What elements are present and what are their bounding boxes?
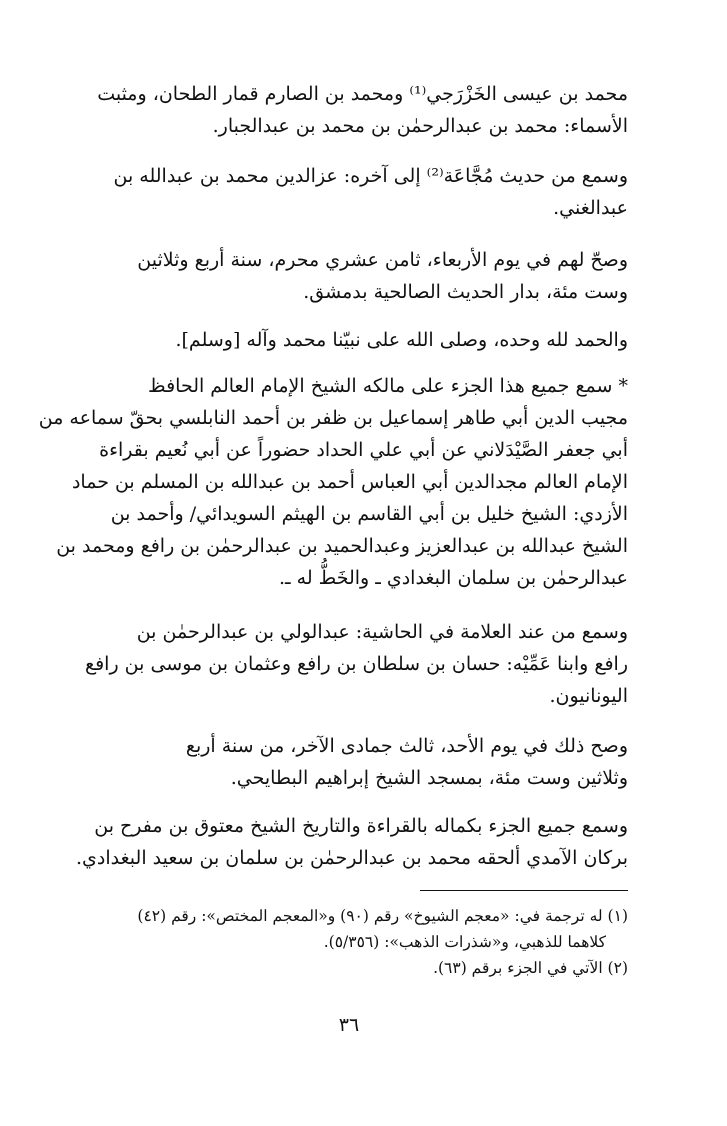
footnote-line: (٢) الآتي في الجزء برقم (٦٣).: [433, 959, 628, 977]
paragraph: [70, 324, 628, 356]
footnote-line: (١) له ترجمة في: «معجم الشيوخ» رقم (٩٠) و«المعجم المختص»: رقم (٤٢): [137, 907, 628, 925]
paragraph: [70, 78, 628, 142]
paragraph: [38, 370, 628, 594]
text-line: اليونانيون.: [549, 685, 628, 707]
text-line: بركان الآمدي ألحقه محمد بن عبدالرحمٰن بن سلمان بن سعيد البغدادي.: [76, 847, 628, 869]
paragraph: [70, 810, 628, 874]
paragraph: [70, 244, 628, 308]
text-line: وسمع جميع الجزء بكماله بالقراءة والتاريخ الشيخ معتوق بن مفرح بن: [94, 815, 628, 837]
text-line: الأسماء: محمد بن عبدالرحمٰن بن محمد بن عبدالجبار.: [212, 115, 628, 137]
text-line: وصحّ لهم في يوم الأربعاء، ثامن عشري محرم، سنة أربع وثلاثين: [137, 249, 628, 271]
text-line: الأزدي: الشيخ خليل بن أبي القاسم بن الهيثم السويدائي/ وأحمد بن: [110, 503, 628, 525]
text-line: أبي جعفر الصَّيْدَلاني عن أبي علي الحداد حضوراً عن أبي نُعيم بقراءة: [99, 439, 628, 461]
page-number: ٣٦: [338, 1014, 360, 1036]
book-page: [38, 78, 628, 1038]
text-line: الإمام العالم مجدالدين أبي العباس أحمد بن عبدالله بن المسلم بن حماد: [71, 471, 628, 493]
text-line: مجيب الدين أبي طاهر إسماعيل بن ظفر بن أحمد النابلسي بحقّ سماعه من: [38, 407, 628, 429]
text-line: رافع وابنا عَمِّيْه: حسان بن سلطان بن رافع وعثمان بن موسى بن رافع: [84, 653, 628, 675]
footnote-line: كلاهما للذهبي، و«شذرات الذهب»: (٥/٣٥٦).: [323, 933, 606, 951]
text-line: عبدالرحمٰن بن سلمان البغدادي ـ والخَطُّ له ـ.: [279, 567, 628, 589]
text-line: وسمع من عند العلامة في الحاشية: عبدالولي بن عبدالرحمٰن بن: [136, 621, 628, 643]
paragraph: [70, 160, 628, 224]
footnotes: [70, 890, 628, 981]
text-line: وثلاثين وست مئة، بمسجد الشيخ إبراهيم البطايحي.: [230, 767, 628, 789]
footnote-separator: [420, 890, 628, 891]
text-line: والحمد لله وحده، وصلى الله على نبيّنا محمد وآله [وسلم].: [175, 329, 628, 351]
text-line: الشيخ عبدالله بن عبدالعزيز وعبدالحميد بن عبدالرحمٰن بن رافع ومحمد بن: [56, 535, 628, 557]
text-line: عبدالغني.: [553, 197, 628, 219]
text-line: * سمع جميع هذا الجزء على مالكه الشيخ الإمام العالم الحافظ: [148, 375, 628, 397]
text-line: محمد بن عيسى الخَزْرَجي⁽¹⁾ ومحمد بن الصارم قمار الطحان، ومثبت: [97, 83, 628, 105]
paragraph: [70, 730, 628, 794]
paragraph: [70, 616, 628, 712]
text-line: وسمع من حديث مُجَّاعَة⁽²⁾ إلى آخره: عزالدين محمد بن عبدالله بن: [113, 165, 628, 187]
text-line: وصح ذلك في يوم الأحد، ثالث جمادى الآخر، من سنة أربع: [185, 735, 628, 757]
text-line: وست مئة، بدار الحديث الصالحية بدمشق.: [303, 281, 628, 303]
